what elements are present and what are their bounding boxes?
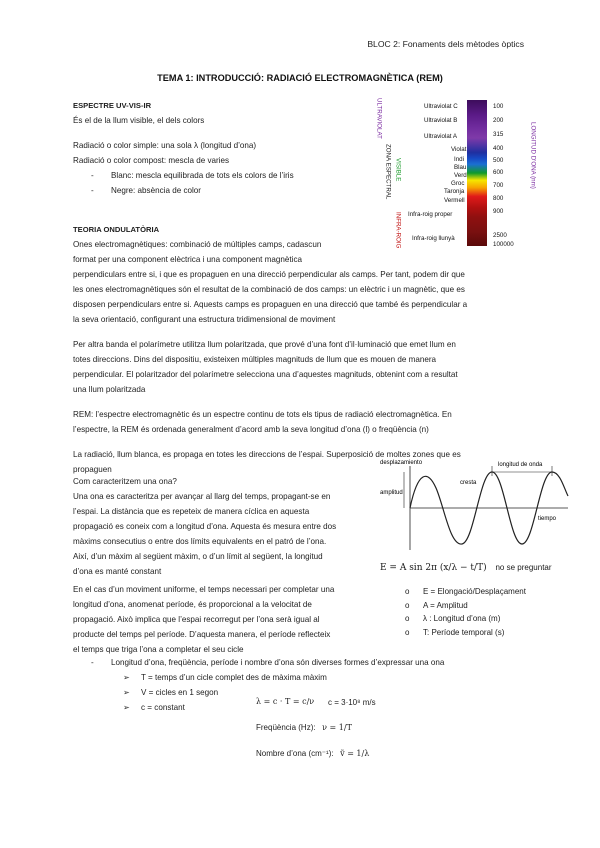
band-label: Ultraviolat B bbox=[424, 117, 458, 124]
wave-theory-heading: TEORIA ONDULATÒRIA bbox=[73, 225, 160, 234]
wave-amplitude-label: amplitud bbox=[380, 490, 403, 496]
polarimeter-line: una llum polaritzada bbox=[73, 385, 146, 394]
wave-char-line: propagació es coneix com a longitud d’ona. Aquesta és mesura entre dos bbox=[73, 522, 337, 531]
wave-legend bbox=[405, 585, 526, 639]
wavenumber-formula bbox=[256, 748, 369, 760]
frequency-expression: ν = 1/T bbox=[322, 723, 352, 732]
movement-line: propagació. Això implica que l’espai recorregut per l’ona serà igual al bbox=[73, 615, 320, 624]
arrow-icon: ➢ bbox=[123, 688, 130, 697]
page-title: TEMA 1: INTRODUCCIÓ: RADIACIÓ ELECTROMAGNÈTICA (REM) bbox=[157, 73, 443, 83]
spectrum-bullet: - Blanc: mescla equilibrada de tots els colors de l’iris bbox=[91, 171, 294, 180]
wave-characterization bbox=[73, 474, 373, 579]
spectrum-section bbox=[73, 98, 363, 198]
wavelength-value: 500 bbox=[493, 157, 504, 164]
wave-length-label: longitud de onda bbox=[498, 462, 543, 468]
movement-line: producte del temps pel període. D’aquesta manera, el període reflecteix bbox=[73, 630, 331, 639]
movement-arrow-item: ➢ T = temps d’un cicle complet des de màxima màxim bbox=[123, 670, 543, 685]
wavelength-value: 800 bbox=[493, 195, 504, 202]
spectrum-line-2: Radiació o color compost: mescla de varies bbox=[73, 156, 230, 165]
polarimeter-line: totes direccions. Dins del dispositiu, existeixen múltiples magnituds de llum que es mouen de manera bbox=[73, 355, 437, 364]
wave-char-line: Així, d’un màxim al següent màxim, o d’un límit al següent, la longitud bbox=[73, 552, 323, 561]
spectrum-label-visible: VISIBLE bbox=[394, 158, 402, 182]
wave-char-heading: Com caracteritzem una ona? bbox=[73, 477, 177, 486]
wavelength-value: 200 bbox=[493, 117, 504, 124]
spectrum-axis-label: LONGITUD D'ONA (nm) bbox=[529, 122, 537, 189]
wave-theory-line: disposen perpendiculars entre si. Aquests camps es propaguen en una direcció que també és perpendicular a bbox=[73, 300, 468, 309]
wave-equation bbox=[380, 562, 552, 576]
propagation-line: propaguen bbox=[73, 465, 112, 474]
movement-line: En el cas d’un moviment uniforme, el temps necessari per completar una bbox=[73, 585, 335, 594]
wave-crest-label: cresta bbox=[460, 480, 477, 486]
band-label: Infra-roig proper bbox=[408, 211, 453, 218]
arrow-icon: ➢ bbox=[123, 673, 130, 682]
spectrum-bullet: - Negre: absència de color bbox=[91, 186, 201, 195]
spectrum-label-infrared: INFRA-ROIG bbox=[394, 212, 402, 249]
band-label: Violat bbox=[451, 146, 467, 153]
wavelength-value: 900 bbox=[493, 208, 504, 215]
wave-theory-line: perpendiculars entre si, i que es propaguen en una direcció perpendicular als camps. Per tant, podem dir que bbox=[73, 270, 465, 279]
legend-item: o T: Període temporal (s) bbox=[405, 627, 505, 637]
band-label: Groc bbox=[451, 180, 465, 187]
wave-diagram bbox=[380, 458, 570, 558]
wavenumber-label: Nombre d’ona (cm⁻¹): bbox=[256, 749, 334, 758]
wave-char-line: màxims consecutius o entre dos límits equivalents en el patró de l’ona. bbox=[73, 537, 327, 546]
movement-arrow-item: ➢ c = constant bbox=[123, 700, 543, 715]
page-header: BLOC 2: Fonaments dels mètodes òptics bbox=[367, 39, 524, 49]
wave-y-label: desplazamiento bbox=[380, 460, 423, 466]
spectrum-heading: ESPECTRE UV-VIS-IR bbox=[73, 101, 152, 110]
wavelength-value: 100000 bbox=[493, 241, 514, 248]
wavelength-value: 700 bbox=[493, 182, 504, 189]
wave-char-line: Una ona es caracteritza per avançar al llarg del temps, propagant-se en bbox=[73, 492, 331, 501]
wave-theory-section bbox=[73, 222, 533, 477]
band-label: Blau bbox=[454, 164, 467, 171]
band-label: Ultraviolat C bbox=[424, 103, 458, 110]
wavelength-value: 400 bbox=[493, 145, 504, 152]
movement-section bbox=[73, 582, 383, 657]
legend-item: o A = Amplitud bbox=[405, 600, 468, 610]
wave-time-label: tiempo bbox=[538, 516, 557, 522]
band-label: Ultraviolat A bbox=[424, 133, 458, 140]
wavelength-value: 100 bbox=[493, 103, 504, 110]
spectrum-label-zone: ZONA ESPECTRAL bbox=[384, 144, 392, 200]
rem-line: REM: l’espectre electromagnètic és un espectre continu de tots els tipus de radiació electromagnètica. En bbox=[73, 410, 452, 419]
arrow-icon: ➢ bbox=[123, 703, 130, 712]
wave-theory-line: format per una component elèctrica i una component magnètica bbox=[73, 255, 303, 264]
speed-of-light: c = 3·10⁸ m/s bbox=[328, 698, 376, 707]
movement-line: el temps que triga l’ona a completar el seu cicle bbox=[73, 645, 244, 654]
movement-arrow-item: ➢ V = cicles en 1 segon bbox=[123, 685, 543, 700]
band-label: Vermell bbox=[444, 197, 465, 204]
wavelength-value: 315 bbox=[493, 131, 504, 138]
spectrum-line-1: Radiació o color simple: una sola λ (longitud d’ona) bbox=[73, 141, 257, 150]
wave-char-line: l’espai. La distància que es repeteix de manera cíclica en aquesta bbox=[73, 507, 310, 516]
wave-equation-formula: E = A sin 2π (x/λ − t/T) bbox=[380, 563, 487, 573]
band-label: Taronja bbox=[444, 188, 465, 195]
band-label: Indi bbox=[454, 156, 464, 163]
wavelength-value: 2500 bbox=[493, 232, 507, 239]
frequency-formula bbox=[256, 722, 352, 734]
propagation-line: La radiació, llum blanca, es propaga en totes les direccions de l’espai. Superposició de moltes zones que es bbox=[73, 450, 461, 459]
legend-item: o E = Elongació/Desplaçament bbox=[405, 587, 526, 596]
wave-theory-line: Ones electromagnètiques: combinació de múltiples camps, cadascun bbox=[73, 240, 322, 249]
movement-bullet: - Longitud d’ona, freqüència, període i nombre d’ona són diverses formes d’expressar una ona bbox=[91, 658, 445, 667]
legend-item: o λ : Longitud d’ona (m) bbox=[405, 614, 501, 623]
spectrum-label-ultraviolet: ULTRAVIOLAT bbox=[375, 98, 383, 139]
wave-char-line: d’ona es manté constant bbox=[73, 567, 162, 576]
movement-line: longitud d’ona, anomenat període, és proporcional a la velocitat de bbox=[73, 600, 312, 609]
rem-line: l’espectre, la REM és ordenada generalment d’acord amb la seva longitud d’ona (l) o freqüència (n) bbox=[73, 425, 429, 434]
frequency-label: Freqüència (Hz): bbox=[256, 723, 316, 732]
polarimeter-line: Per altra banda el polarímetre utilitza llum polaritzada, que prové d’una font d’il·luminació que emet llum en bbox=[73, 340, 456, 349]
polarimeter-line: perpendicular. El polaritzador del polarímetre selecciona una d’aquestes magnituds, obtenint com a resultat bbox=[73, 370, 458, 379]
wavelength-value: 600 bbox=[493, 169, 504, 176]
wavenumber-expression: ṽ = 1/λ bbox=[340, 749, 370, 758]
wave-equation-note: no se preguntar bbox=[495, 563, 552, 572]
spectrum-subheading: És el de la llum visible, el dels colors bbox=[73, 116, 205, 125]
wave-theory-line: la seva orientació, configurant una estructura tridimensional de moviment bbox=[73, 315, 336, 324]
band-label: Infra-roig llunyà bbox=[412, 235, 455, 242]
lambda-formula: λ = c · T = c/ν bbox=[256, 697, 315, 706]
wave-theory-line: les ones electromagnètiques són el resultat de la combinació de dos camps: un elèctric i un magnètic, que es bbox=[73, 285, 465, 294]
band-label: Verd bbox=[454, 172, 467, 179]
